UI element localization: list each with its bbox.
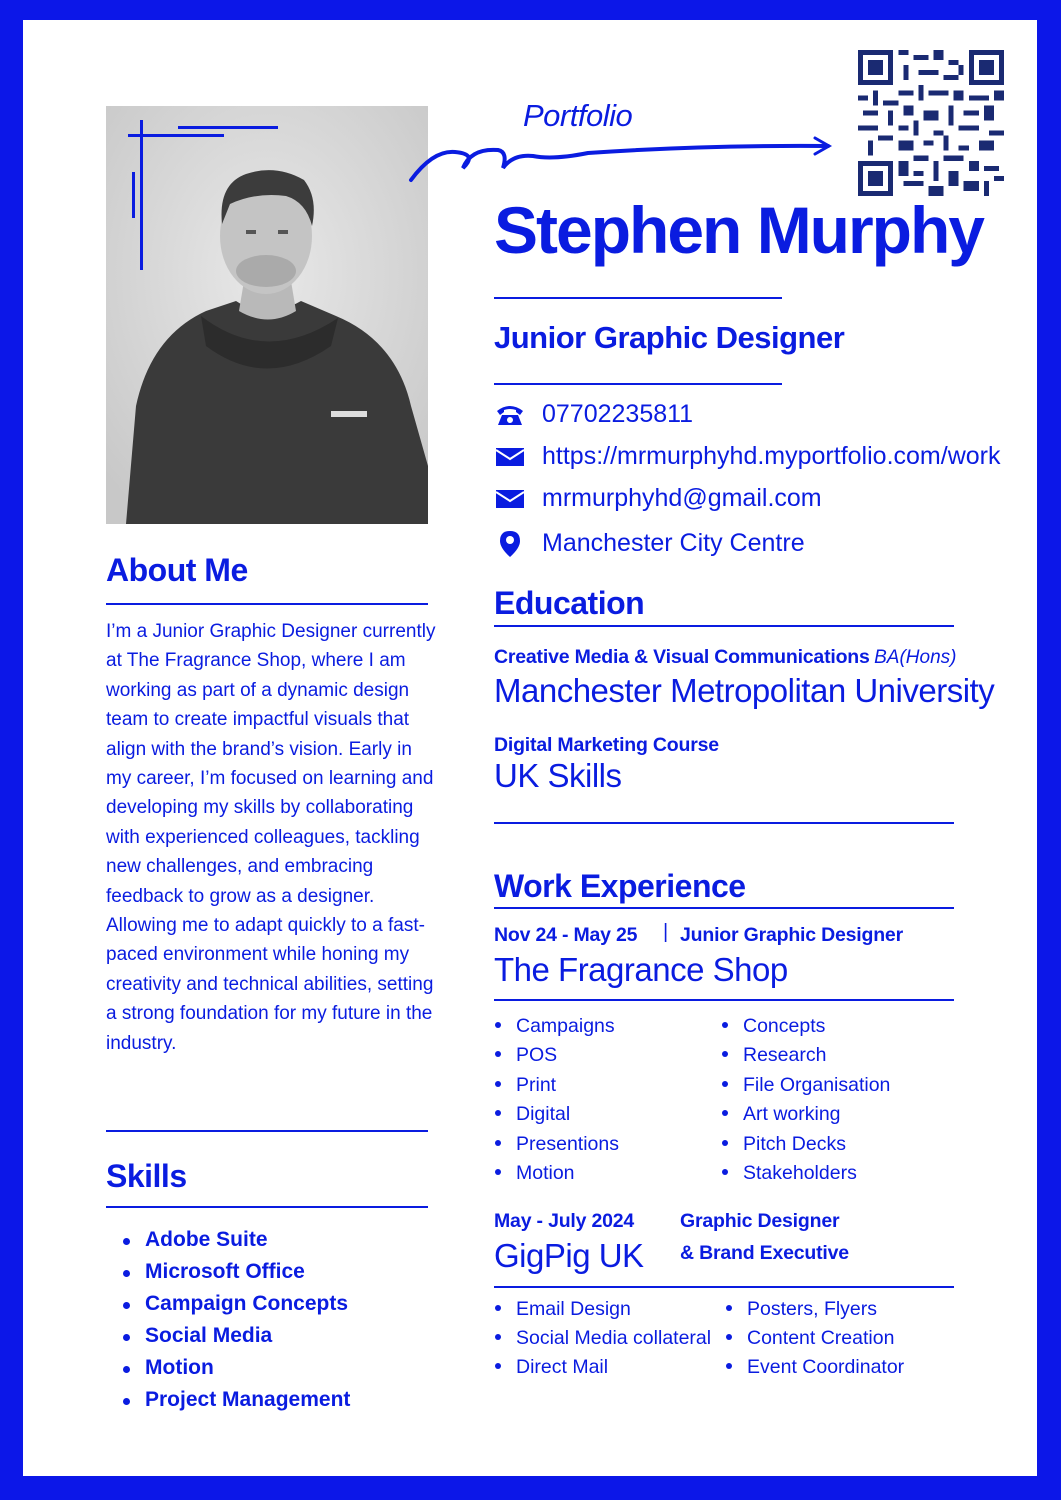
list-item: Motion [145,1352,350,1384]
duties-list [494,1295,711,1383]
duties-list [721,1012,890,1188]
contact-phone[interactable] [494,400,693,429]
list-item: Direct Mail [516,1353,711,1382]
phone-number[interactable]: 07702235811 [542,400,694,428]
list-item: Campaigns [516,1012,619,1041]
website-link[interactable]: https://mrmurphyhd.myportfolio.com/work [542,442,1001,470]
person-portrait-icon [106,106,428,524]
profile-photo [106,106,428,524]
list-item: Posters, Flyers [747,1295,904,1324]
divider [494,907,954,909]
list-item: Content Creation [747,1324,904,1353]
list-item: Campaign Concepts [145,1288,350,1320]
list-item: Social Media [145,1320,350,1352]
envelope-icon [494,486,526,512]
job-title: Junior Graphic Designer [494,320,845,355]
divider [494,822,954,824]
course-name: Creative Media & Visual Communications [494,646,870,668]
skills-list [106,1224,350,1416]
divider [106,603,428,605]
list-item: Social Media collateral [516,1324,711,1353]
resume-sheet [23,20,1037,1476]
institution-name: UK Skills [494,757,622,794]
divider [494,999,954,1001]
email-link[interactable]: mrmurphyhd@gmail.com [542,484,822,512]
list-item: Stakeholders [743,1159,890,1188]
duties-list [725,1295,904,1383]
list-item: Research [743,1041,890,1070]
divider [106,1130,428,1132]
qr-code-icon[interactable] [858,50,1004,196]
divider [494,383,782,385]
company-name: GigPig UK [494,1237,644,1274]
duties-list [494,1012,619,1188]
list-item: Email Design [516,1295,711,1324]
contact-location [494,529,805,558]
work-heading: Work Experience [494,868,746,904]
education-heading: Education [494,585,645,621]
institution-name: Manchester Metropolitan University [494,672,995,709]
list-item: Concepts [743,1012,890,1041]
list-item: File Organisation [743,1071,890,1100]
about-text: I’m a Junior Graphic Designer currently at The Fragrance Shop, where I am working as part of a dynamic design team to create impactful visuals that align with the brand’s vision. Early in my career, I’m focused on learning and developing my skills by collaborating with experienced colleagues, tackling new challenges, and embracing feedback to grow as a designer. Allowing me to adapt quickly to a fast-paced environment while honing my creativity and technical abilities, setting a strong foundation for my future in the industry. [106,621,436,1054]
list-item: Digital [516,1100,619,1129]
degree-label: BA(Hons) [874,647,957,668]
about-heading: About Me [106,552,248,588]
list-item: Presentions [516,1130,619,1159]
list-item: Microsoft Office [145,1256,350,1288]
job-title: Junior Graphic Designer [680,924,903,946]
divider [106,1206,428,1208]
list-item: Project Management [145,1384,350,1416]
contact-email[interactable] [494,484,822,513]
company-name: The Fragrance Shop [494,951,788,988]
list-item: Print [516,1071,619,1100]
job-dates: May - July 2024 [494,1210,635,1232]
skills-heading: Skills [106,1158,187,1194]
divider [494,625,954,627]
job-dates: Nov 24 - May 25 [494,924,638,946]
portfolio-label[interactable]: Portfolio [523,98,633,133]
location-pin-icon [494,531,526,557]
list-item: POS [516,1041,619,1070]
job-title: & Brand Executive [680,1242,849,1264]
job-title: Graphic Designer [680,1210,840,1232]
list-item: Pitch Decks [743,1130,890,1159]
list-item: Adobe Suite [145,1224,350,1256]
contact-website[interactable] [494,442,1000,471]
list-item: Motion [516,1159,619,1188]
divider [494,297,782,299]
separator: | [663,921,669,943]
list-item: Art working [743,1100,890,1129]
course-name: Digital Marketing Course [494,734,719,756]
page-title: Stephen Murphy [494,193,984,267]
location-text: Manchester City Centre [542,529,805,557]
envelope-icon [494,444,526,470]
list-item: Event Coordinator [747,1353,904,1382]
divider [494,1286,954,1288]
education-entry [494,646,956,669]
phone-icon [494,402,526,428]
